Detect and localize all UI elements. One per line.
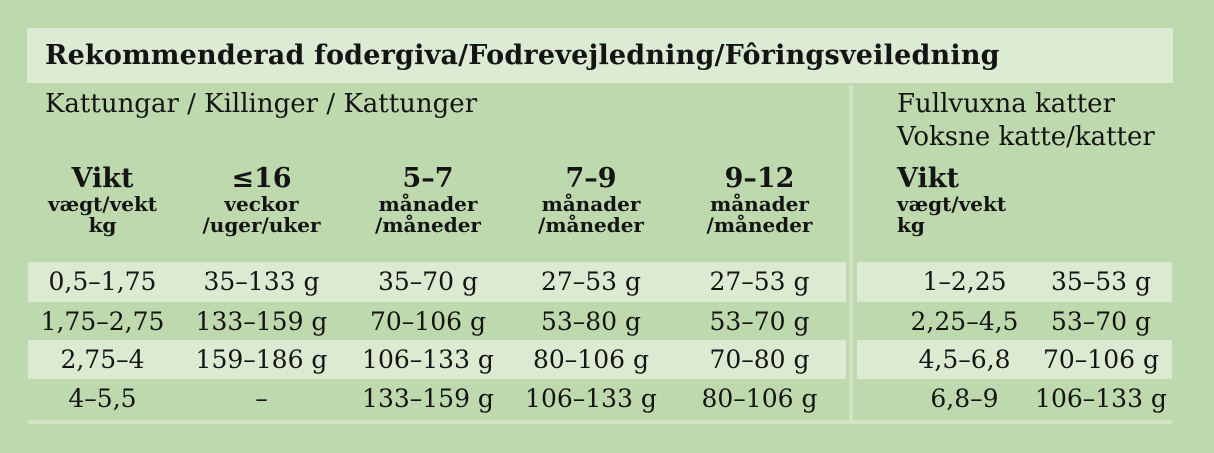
adults-label-line1: Fullvuxna katter	[897, 89, 1115, 119]
cell-7-9-months: 53–80 g	[540, 307, 642, 336]
table-row	[0, 379, 1214, 418]
title-band	[27, 28, 1173, 83]
header-under-16-weeks: ≤16 veckor /uger/uker	[202, 163, 321, 237]
cell-under-16-weeks: 159–186 g	[195, 345, 328, 374]
cell-under-16-weeks: 35–133 g	[203, 267, 320, 296]
cell-7-9-months: 80–106 g	[533, 345, 649, 374]
cell-5-7-months: 70–106 g	[370, 307, 486, 336]
adults-label-line2: Voksne katte/katter	[897, 122, 1155, 152]
cell-5-7-months: 35–70 g	[377, 267, 479, 296]
header-weight-kitten: Vikt vægt/vekt kg	[47, 163, 158, 237]
cell-adult-amount: 35–53 g	[1050, 267, 1152, 296]
header-weight-adult: Vikt vægt/vekt kg	[897, 163, 1007, 237]
cell-kitten-weight: 4–5,5	[68, 384, 137, 413]
table-row	[0, 302, 1214, 340]
cell-adult-weight: 4,5–6,8	[918, 345, 1011, 374]
cell-9-12-months: 53–70 g	[709, 307, 810, 336]
kittens-section-label: Kattungar / Killinger / Kattunger	[45, 89, 478, 119]
table-row	[0, 340, 1214, 379]
bottom-rule	[28, 420, 1172, 424]
cell-5-7-months: 106–133 g	[362, 345, 494, 374]
cell-9-12-months: 27–53 g	[709, 267, 810, 296]
header-5-7-months: 5–7 månader /måneder	[375, 163, 481, 237]
cell-adult-weight: 1–2,25	[922, 267, 1007, 296]
cell-adult-weight: 6,8–9	[930, 384, 999, 413]
cell-kitten-weight: 2,75–4	[60, 345, 145, 374]
table-title: Rekommenderad fodergiva/Fodrevejledning/Fôringsveiledning	[45, 40, 1000, 71]
cell-adult-amount: 106–133 g	[1035, 384, 1167, 413]
table-row	[0, 262, 1214, 302]
cell-under-16-weeks: –	[255, 384, 268, 413]
cell-kitten-weight: 0,5–1,75	[48, 267, 157, 296]
cell-adult-weight: 2,25–4,5	[910, 307, 1019, 336]
cell-9-12-months: 70–80 g	[709, 345, 810, 374]
cell-7-9-months: 27–53 g	[540, 267, 642, 296]
cell-adult-amount: 53–70 g	[1050, 307, 1152, 336]
cell-under-16-weeks: 133–159 g	[195, 307, 328, 336]
cell-9-12-months: 80–106 g	[701, 384, 818, 413]
header-9-12-months: 9–12 månader /måneder	[706, 163, 813, 237]
cell-kitten-weight: 1,75–2,75	[40, 307, 165, 336]
header-7-9-months: 7–9 månader /måneder	[538, 163, 644, 237]
cell-5-7-months: 133–159 g	[362, 384, 494, 413]
cell-adult-amount: 70–106 g	[1043, 345, 1159, 374]
cell-7-9-months: 106–133 g	[525, 384, 657, 413]
adults-section-label	[897, 88, 1155, 154]
